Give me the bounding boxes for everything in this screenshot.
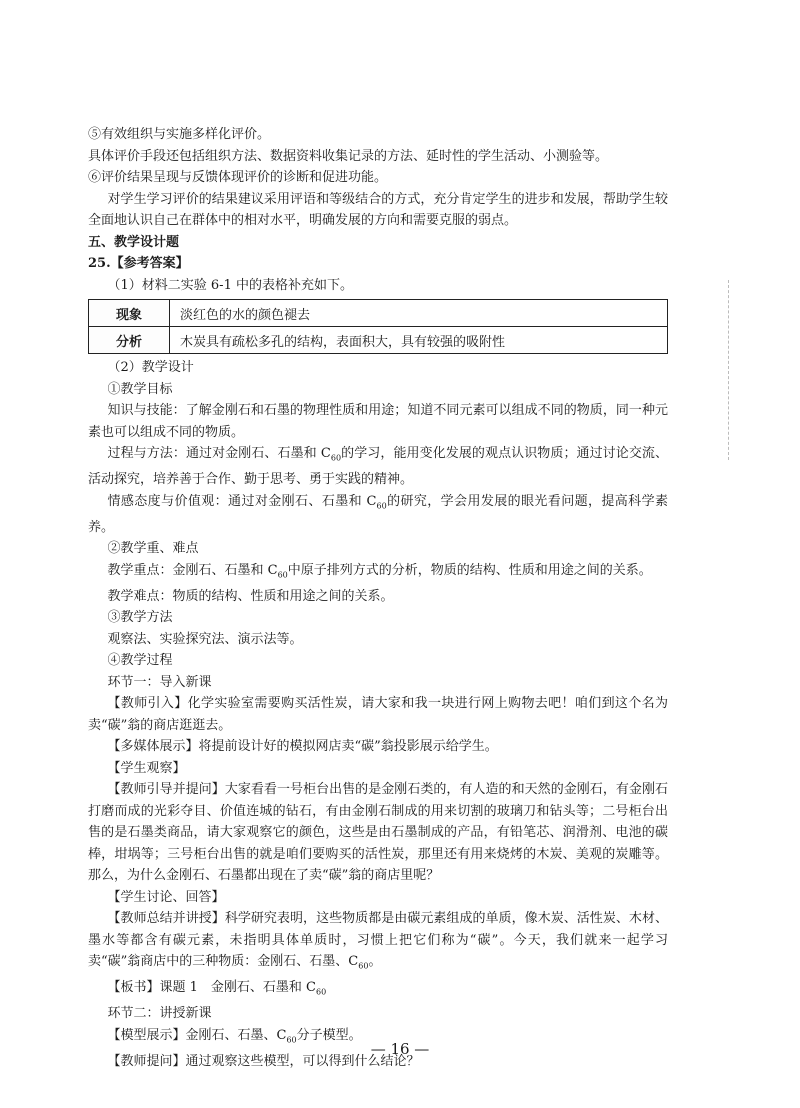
subscript-60: 60 (330, 453, 342, 463)
text-line: 【教师提问】通过观察这些模型，可以得到什么结论？ (107, 1054, 420, 1070)
subscript-60: 60 (277, 570, 288, 580)
margin-binding-mark (728, 280, 735, 460)
text-line: 环节二：讲授新课 (107, 1006, 212, 1022)
table-cell-value: 淡红色的水的颜色褪去 (170, 300, 668, 327)
text-span: 情感态度与价值观：通过对金刚石、石墨和 C (107, 493, 377, 509)
text-line: 【学生讨论、回答】 (107, 889, 225, 905)
subscript-60: 60 (286, 1035, 297, 1045)
text-line: ⑥评价结果呈现与反馈体现评价的诊断和促进功能。 (88, 170, 388, 185)
table-cell-value: 木炭具有疏松多孔的结构，表面积大，具有较强的吸附性 (170, 327, 668, 354)
text-line: ③教学方法 (107, 610, 173, 626)
text-line: 具体评价手段还包括组织方法、数据资料收集记录的方法、延时性的学生活动、小测验等。 (88, 148, 609, 164)
text-paragraph (88, 443, 668, 491)
text-span: 分子模型。 (296, 1027, 362, 1043)
subscript-60: 60 (358, 961, 369, 971)
answer-heading: 25.【参考答案】 (88, 256, 189, 271)
text-line: ①教学目标 (107, 381, 173, 397)
text-line: （1）材料二实验 6-1 中的表格补充如下。 (107, 277, 353, 293)
text-line: ⑤有效组织与实施多样化评价。 (88, 127, 271, 142)
text-line: 教学难点：物质的结构、性质和用途之间的关系。 (107, 588, 394, 604)
board-writing (88, 977, 668, 1003)
section-heading: 五、教学设计题 (88, 234, 180, 250)
text-span: 教学重点：金刚石、石墨和 C (107, 562, 278, 578)
text-span: 【教师总结并讲授】科学研究表明，这些物质都是由碳元素组成的单质，像木炭、活性炭、木材、墨水等都含有碳元素，未指明具体单质时，习惯上把它们称为“碳”。今天，我们就来一起学习卖“碳”翁商店中的三种物质：金刚石、石墨、C (88, 911, 668, 970)
text-line: 【多媒体展示】将提前设计好的模拟网店卖“碳”翁投影展示给学生。 (107, 739, 498, 755)
text-line: ④教学过程 (107, 653, 173, 669)
text-line: ②教学重、难点 (107, 541, 199, 557)
text-line: 【学生观察】 (107, 760, 186, 776)
text-line (88, 491, 668, 539)
text-paragraph: 对学生学习评价的结果建议采用评语和等级结合的方式，充分肯定学生的进步和发展，帮助学生较全面地认识自己在群体中的相对水平，明确发展的方向和需要克服的弱点。 (88, 191, 668, 228)
table-cell-label: 现象 (89, 300, 170, 327)
text-line: （2）教学设计 (107, 360, 194, 375)
text-span: 。 (368, 954, 382, 970)
subscript-60: 60 (376, 501, 387, 511)
text-span: 中原子排列方式的分析，物质的结构、性质和用途之间的关系。 (287, 562, 652, 578)
text-span: 【模型展示】金刚石、石墨、C (107, 1027, 287, 1043)
text-span: 过程与方法：通过对金刚石、石墨和 C (107, 446, 331, 461)
table-cell-label: 分析 (89, 327, 170, 354)
text-paragraph: 【教师引入】化学实验室需要购买活性炭，请大家和我一块进行网上购物去吧！咱们到这个名为卖“碳”翁的商店逛逛去。 (88, 696, 668, 733)
document-page (88, 124, 668, 1073)
text-paragraph (88, 908, 668, 977)
text-span: 【板书】课题 1 金刚石、石墨和 C (107, 980, 316, 996)
answer-table (88, 299, 668, 354)
text-line (88, 560, 668, 586)
text-line: 观察法、实验探究法、演示法等。 (107, 631, 303, 647)
subscript-60: 60 (315, 987, 327, 997)
table-row (89, 300, 668, 327)
table-row (89, 327, 668, 354)
text-paragraph: 【教师引导并提问】大家看看一号柜台出售的是金刚石类的，有人造的和天然的金刚石，有金刚石打磨而成的光彩夺目、价值连城的钻石，有由金刚石制成的用来切割的玻璃刀和钻头等；二号柜台出售的是石墨类商品，请大家观察它的颜色，这些是由石墨制成的产品，有铅笔芯、润滑剂、电池的碳棒，坩埚等；三号柜台出售的就是咱们要购买的活性炭，那里还有用来烧烤的木炭、美观的炭雕等。那么，为什么金刚石、石墨都出现在了卖“碳”翁的商店里呢？ (88, 782, 668, 884)
page-number: — 16 — (370, 1040, 430, 1058)
text-line: 环节一：导入新课 (107, 674, 212, 690)
text-span: 的学习，能用变化发展的观点认识物质；通过讨论交流、活动探究，培养善于合作、勤于思考、勇于实践的精神。 (88, 446, 668, 488)
text-span: 的研究，学会用发展的眼光看问题，提高科学素养。 (88, 493, 668, 535)
text-paragraph: 知识与技能：了解金刚石和石墨的物理性质和用途；知道不同元素可以组成不同的物质，同一种元素也可以组成不同的物质。 (88, 403, 668, 440)
